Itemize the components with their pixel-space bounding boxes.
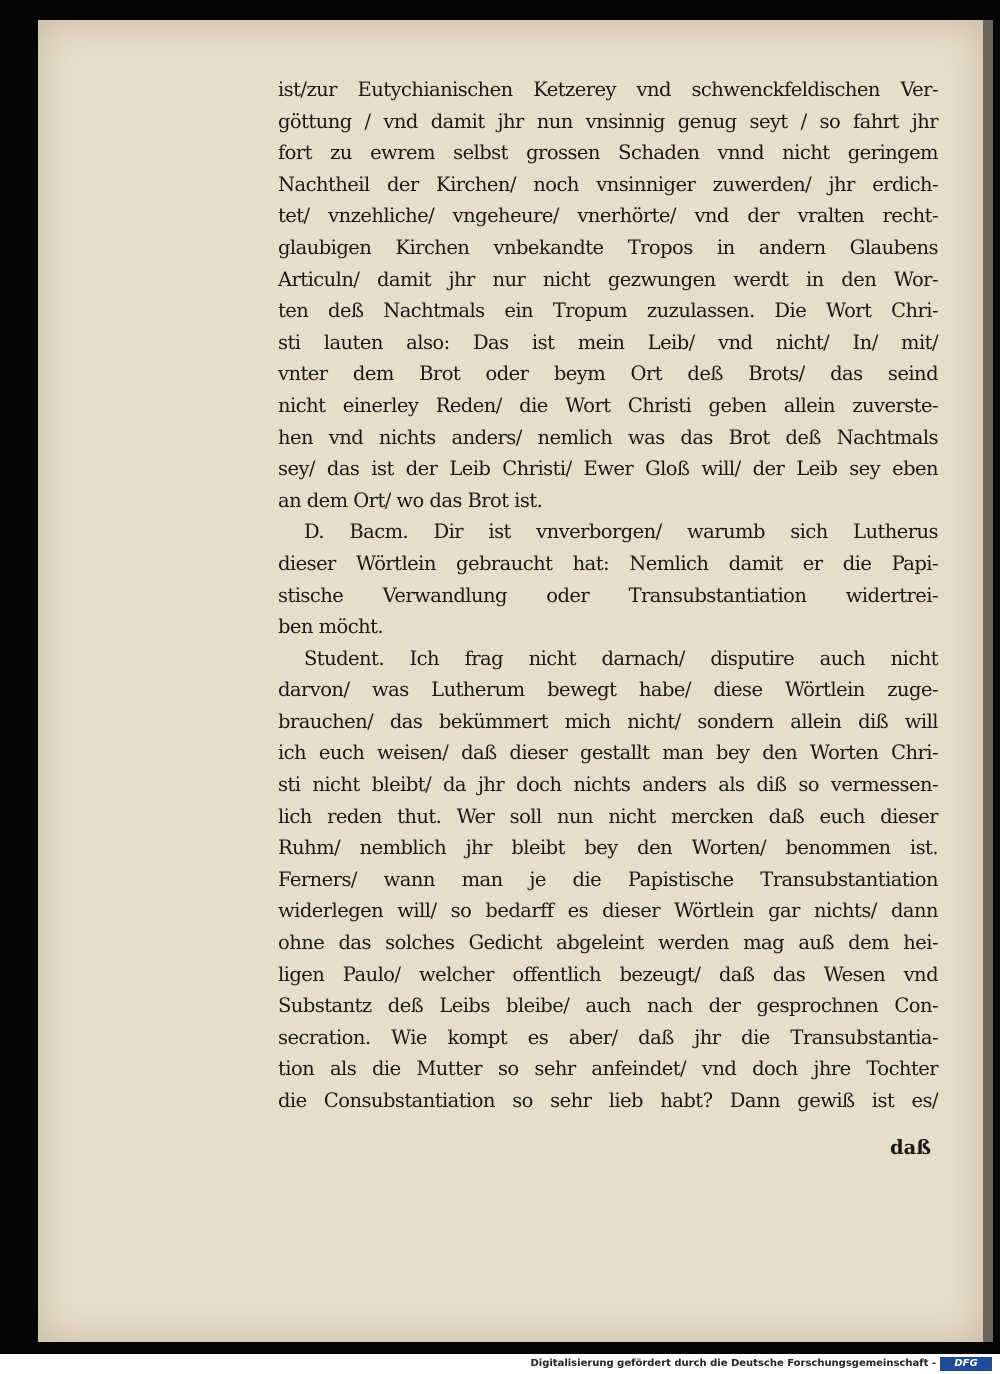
body-text [278, 74, 938, 1117]
text-line: ligen Paulo/ welcher offentlich bezeugt/ daß das Wesen vnd [278, 962, 938, 986]
text-line: secration. Wie kompt es aber/ daß jhr die Transubstantia- [278, 1025, 938, 1049]
text-line: die Consubstantiation so sehr lieb habt? Dann gewiß ist es/ [278, 1089, 938, 1112]
text-line: brauchen/ das bekümmert mich nicht/ sondern allein diß will [278, 709, 938, 733]
text-line: Ferners/ wann man je die Papistische Transubstantiation [278, 867, 938, 891]
text-line: Substantz deß Leibs bleibe/ auch nach der gesprochnen Con- [278, 994, 938, 1018]
text-line: glaubigen Kirchen vnbekandte Tropos in andern Glaubens [278, 235, 938, 259]
text-line: stische Verwandlung oder Transubstantiation widertrei- [278, 583, 938, 607]
text-line: ich euch weisen/ daß dieser gestallt man bey den Worten Chri- [278, 741, 938, 765]
text-line: darvon/ was Lutherum bewegt habe/ diese Wörtlein zuge- [278, 678, 938, 702]
text-line: sey/ das ist der Leib Christi/ Ewer Gloß will/ der Leib sey eben [278, 457, 938, 481]
text-line: Student. Ich frag nicht darnach/ disputire auch nicht [304, 646, 938, 670]
text-line: vnter dem Brot oder beym Ort deß Brots/ das seind [278, 362, 938, 386]
text-line: Nachtheil der Kirchen/ noch vnsinniger zuwerden/ jhr erdich- [278, 172, 938, 196]
text-line: fort zu ewrem selbst grossen Schaden vnnd nicht geringem [278, 141, 938, 165]
text-line: lich reden thut. Wer soll nun nicht mercken daß euch dieser [278, 804, 938, 828]
dfg-logo: DFG [940, 1357, 992, 1371]
text-line: sti nicht bleibt/ da jhr doch nichts anders als diß so vermessen- [278, 773, 938, 797]
text-line: ten deß Nachtmals ein Tropum zuzulassen. Die Wort Chri- [278, 299, 938, 323]
text-line: D. Bacm. Dir ist vnverborgen/ warumb sich Lutherus [304, 520, 938, 544]
digitization-credit: Digitalisierung gefördert durch die Deutsche Forschungsgemeinschaft - [530, 1358, 936, 1369]
catchword: daß [890, 1136, 932, 1159]
page-edge [983, 20, 993, 1342]
text-line: widerlegen will/ so bedarff es dieser Wörtlein gar nichts/ dann [278, 899, 938, 923]
text-line: ben möcht. [278, 615, 384, 639]
text-line: dieser Wörtlein gebraucht hat: Nemlich damit er die Papi- [278, 551, 938, 575]
text-line: ohne das solches Gedicht abgeleint werden mag auß dem hei- [278, 931, 938, 955]
text-line: nicht einerley Reden/ die Wort Christi geben allein zuverste- [278, 393, 938, 417]
text-line: ist/zur Eutychianischen Ketzerey vnd schwenckfeldischen Ver- [278, 78, 938, 101]
text-line: an dem Ort/ wo das Brot ist. [278, 488, 543, 512]
text-line: tet/ vnzehliche/ vngeheure/ vnerhörte/ vnd der vralten recht- [278, 204, 938, 228]
text-line: göttung / vnd damit jhr nun vnsinnig genug seyt / so fahrt jhr [278, 109, 938, 133]
text-line: tion als die Mutter so sehr anfeindet/ vnd doch jhre Tochter [278, 1057, 938, 1081]
text-line: sti lauten also: Das ist mein Leib/ vnd nicht/ In/ mit/ [278, 330, 938, 354]
text-line: Ruhm/ nemblich jhr bleibt bey den Worten/ benommen ist. [278, 836, 938, 860]
text-line: Articuln/ damit jhr nur nicht gezwungen werdt in den Wor- [278, 267, 938, 291]
text-line: hen vnd nichts anders/ nemlich was das Brot deß Nachtmals [278, 425, 938, 449]
